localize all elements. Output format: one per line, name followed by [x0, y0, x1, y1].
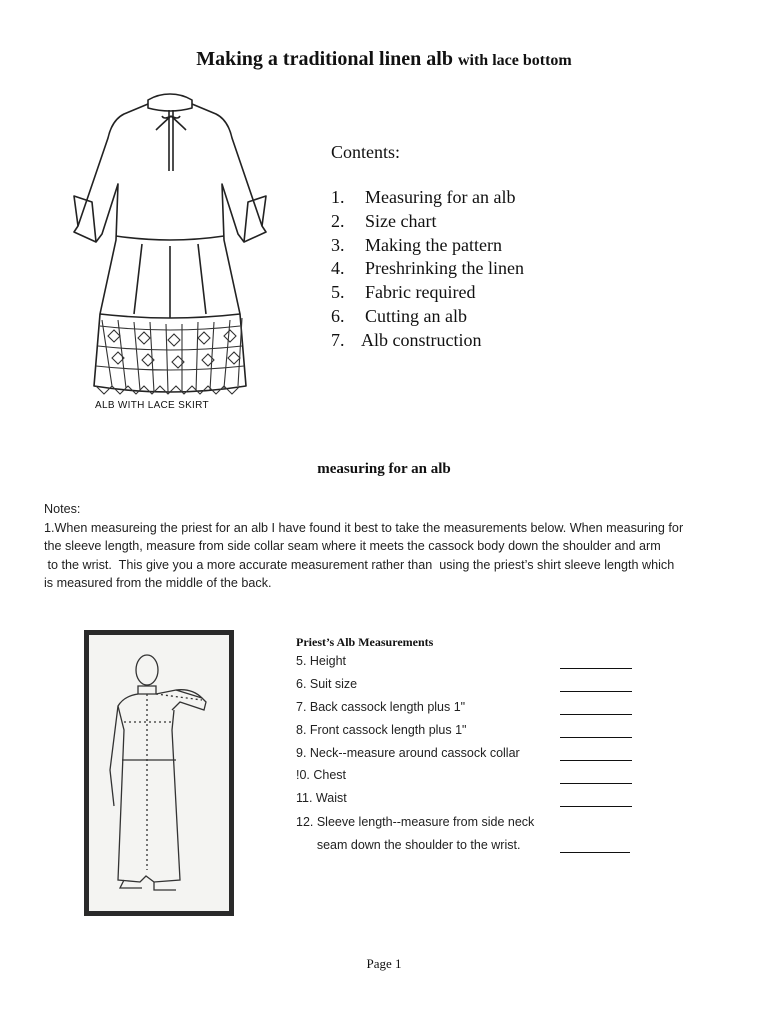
- notes: [44, 500, 734, 593]
- measurement-row: seam down the shoulder to the wrist.: [296, 838, 521, 852]
- alb-illustration: [52, 86, 284, 416]
- contents-item: 6. Cutting an alb: [331, 305, 467, 326]
- measurement-blank[interactable]: [560, 714, 632, 715]
- measurement-blank[interactable]: [560, 691, 632, 692]
- measurement-row: 5. Height: [296, 654, 347, 668]
- section-heading: measuring for an alb: [317, 461, 451, 477]
- contents-item: 4. Preshrinking the linen: [331, 258, 524, 279]
- measurement-blank[interactable]: [560, 760, 632, 761]
- priest-figure-image: [84, 630, 234, 916]
- contents-item: 5. Fabric required: [331, 282, 476, 303]
- measurement-row: !0. Chest: [296, 768, 347, 782]
- measurements-heading: Priest’s Alb Measurements: [296, 635, 434, 649]
- measurement-row: 11. Waist: [296, 791, 347, 805]
- measurement-row: 8. Front cassock length plus 1": [296, 723, 467, 737]
- notes-line: the sleeve length, measure from side collar seam where it meets the cassock body down the shoulder and arm: [44, 539, 661, 553]
- notes-line: to the wrist. This give you a more accurate measurement rather than using the priest’s shirt sleeve length which: [44, 557, 675, 572]
- measurement-row: 6. Suit size: [296, 677, 358, 691]
- measurement-blank[interactable]: [560, 806, 632, 807]
- title-main: Making a traditional linen alb: [196, 48, 453, 70]
- title-suffix: with lace bottom: [457, 52, 572, 69]
- notes-label: Notes:: [44, 502, 81, 516]
- measurement-blank[interactable]: [560, 668, 632, 669]
- page-title: [0, 48, 768, 71]
- notes-line: 1.When measureing the priest for an alb I have found it best to take the measurements below. When measuring for: [44, 520, 684, 535]
- contents-item: 3. Making the pattern: [331, 234, 502, 255]
- contents-item: 2. Size chart: [331, 210, 437, 231]
- page-number: Page 1: [366, 956, 402, 971]
- measurement-row: 7. Back cassock length plus 1": [296, 700, 466, 714]
- contents-item: 7. Alb construction: [331, 329, 482, 350]
- measurement-blank[interactable]: [560, 852, 630, 853]
- measurement-blank[interactable]: [560, 737, 632, 738]
- measurement-row: 12. Sleeve length--measure from side neck: [296, 815, 535, 829]
- measurement-row: 9. Neck--measure around cassock collar: [296, 746, 520, 760]
- contents-list: [331, 187, 524, 354]
- notes-line: is measured from the middle of the back.: [44, 576, 272, 590]
- illustration-caption: ALB WITH LACE SKIRT: [95, 400, 209, 411]
- contents-heading: Contents:: [331, 142, 401, 162]
- contents-item: 1. Measuring for an alb: [331, 187, 516, 207]
- measurement-blank[interactable]: [560, 783, 632, 784]
